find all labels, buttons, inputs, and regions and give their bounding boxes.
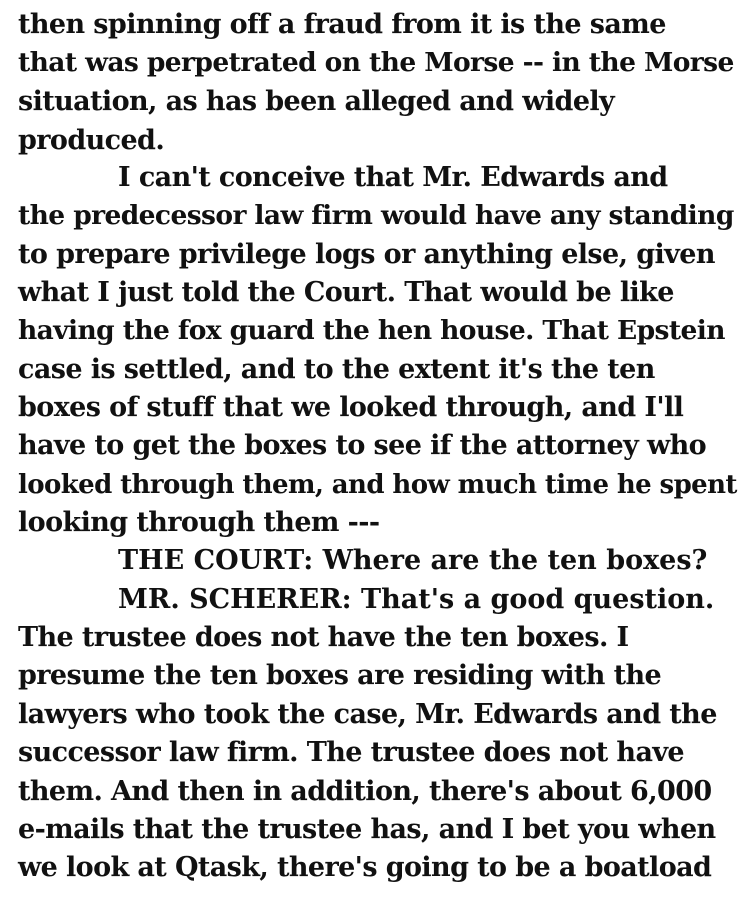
transcript-line: have to get the boxes to see if the attorney who — [18, 430, 707, 461]
transcript-line: we look at Qtask, there's going to be a boatload — [18, 852, 712, 883]
transcript-line: that was perpetrated on the Morse -- in the Morse — [18, 47, 734, 78]
transcript-line: looking through them --- — [18, 507, 380, 538]
transcript-line: then spinning off a fraud from it is the same — [18, 9, 666, 40]
transcript-line: case is settled, and to the extent it's the ten — [18, 354, 655, 385]
transcript-line: to prepare privilege logs or anything else, given — [18, 239, 715, 270]
speaker-line-court: THE COURT: Where are the ten boxes? — [118, 545, 708, 576]
transcript-line: what I just told the Court. That would be like — [18, 277, 674, 308]
transcript-line: looked through them, and how much time he spent — [18, 470, 737, 500]
transcript-line: produced. — [18, 125, 165, 156]
transcript-line: them. And then in addition, there's about 6,000 — [18, 776, 712, 807]
transcript-line: e-mails that the trustee has, and I bet you when — [18, 814, 716, 845]
transcript-line: having the fox guard the hen house. That Epstein — [18, 315, 725, 346]
speaker-line-scherer: MR. SCHERER: That's a good question. — [118, 584, 715, 615]
transcript-line: successor law firm. The trustee does not have — [18, 737, 685, 768]
transcript-line: presume the ten boxes are residing with the — [18, 660, 662, 691]
transcript-line: boxes of stuff that we looked through, and I'll — [18, 392, 684, 423]
transcript-line: lawyers who took the case, Mr. Edwards and the — [18, 699, 717, 730]
transcript-line: the predecessor law firm would have any standing — [18, 200, 734, 231]
transcript-line: situation, as has been alleged and widely — [18, 86, 615, 117]
transcript-line: I can't conceive that Mr. Edwards and — [118, 162, 668, 193]
transcript-line: The trustee does not have the ten boxes. I — [18, 622, 629, 653]
